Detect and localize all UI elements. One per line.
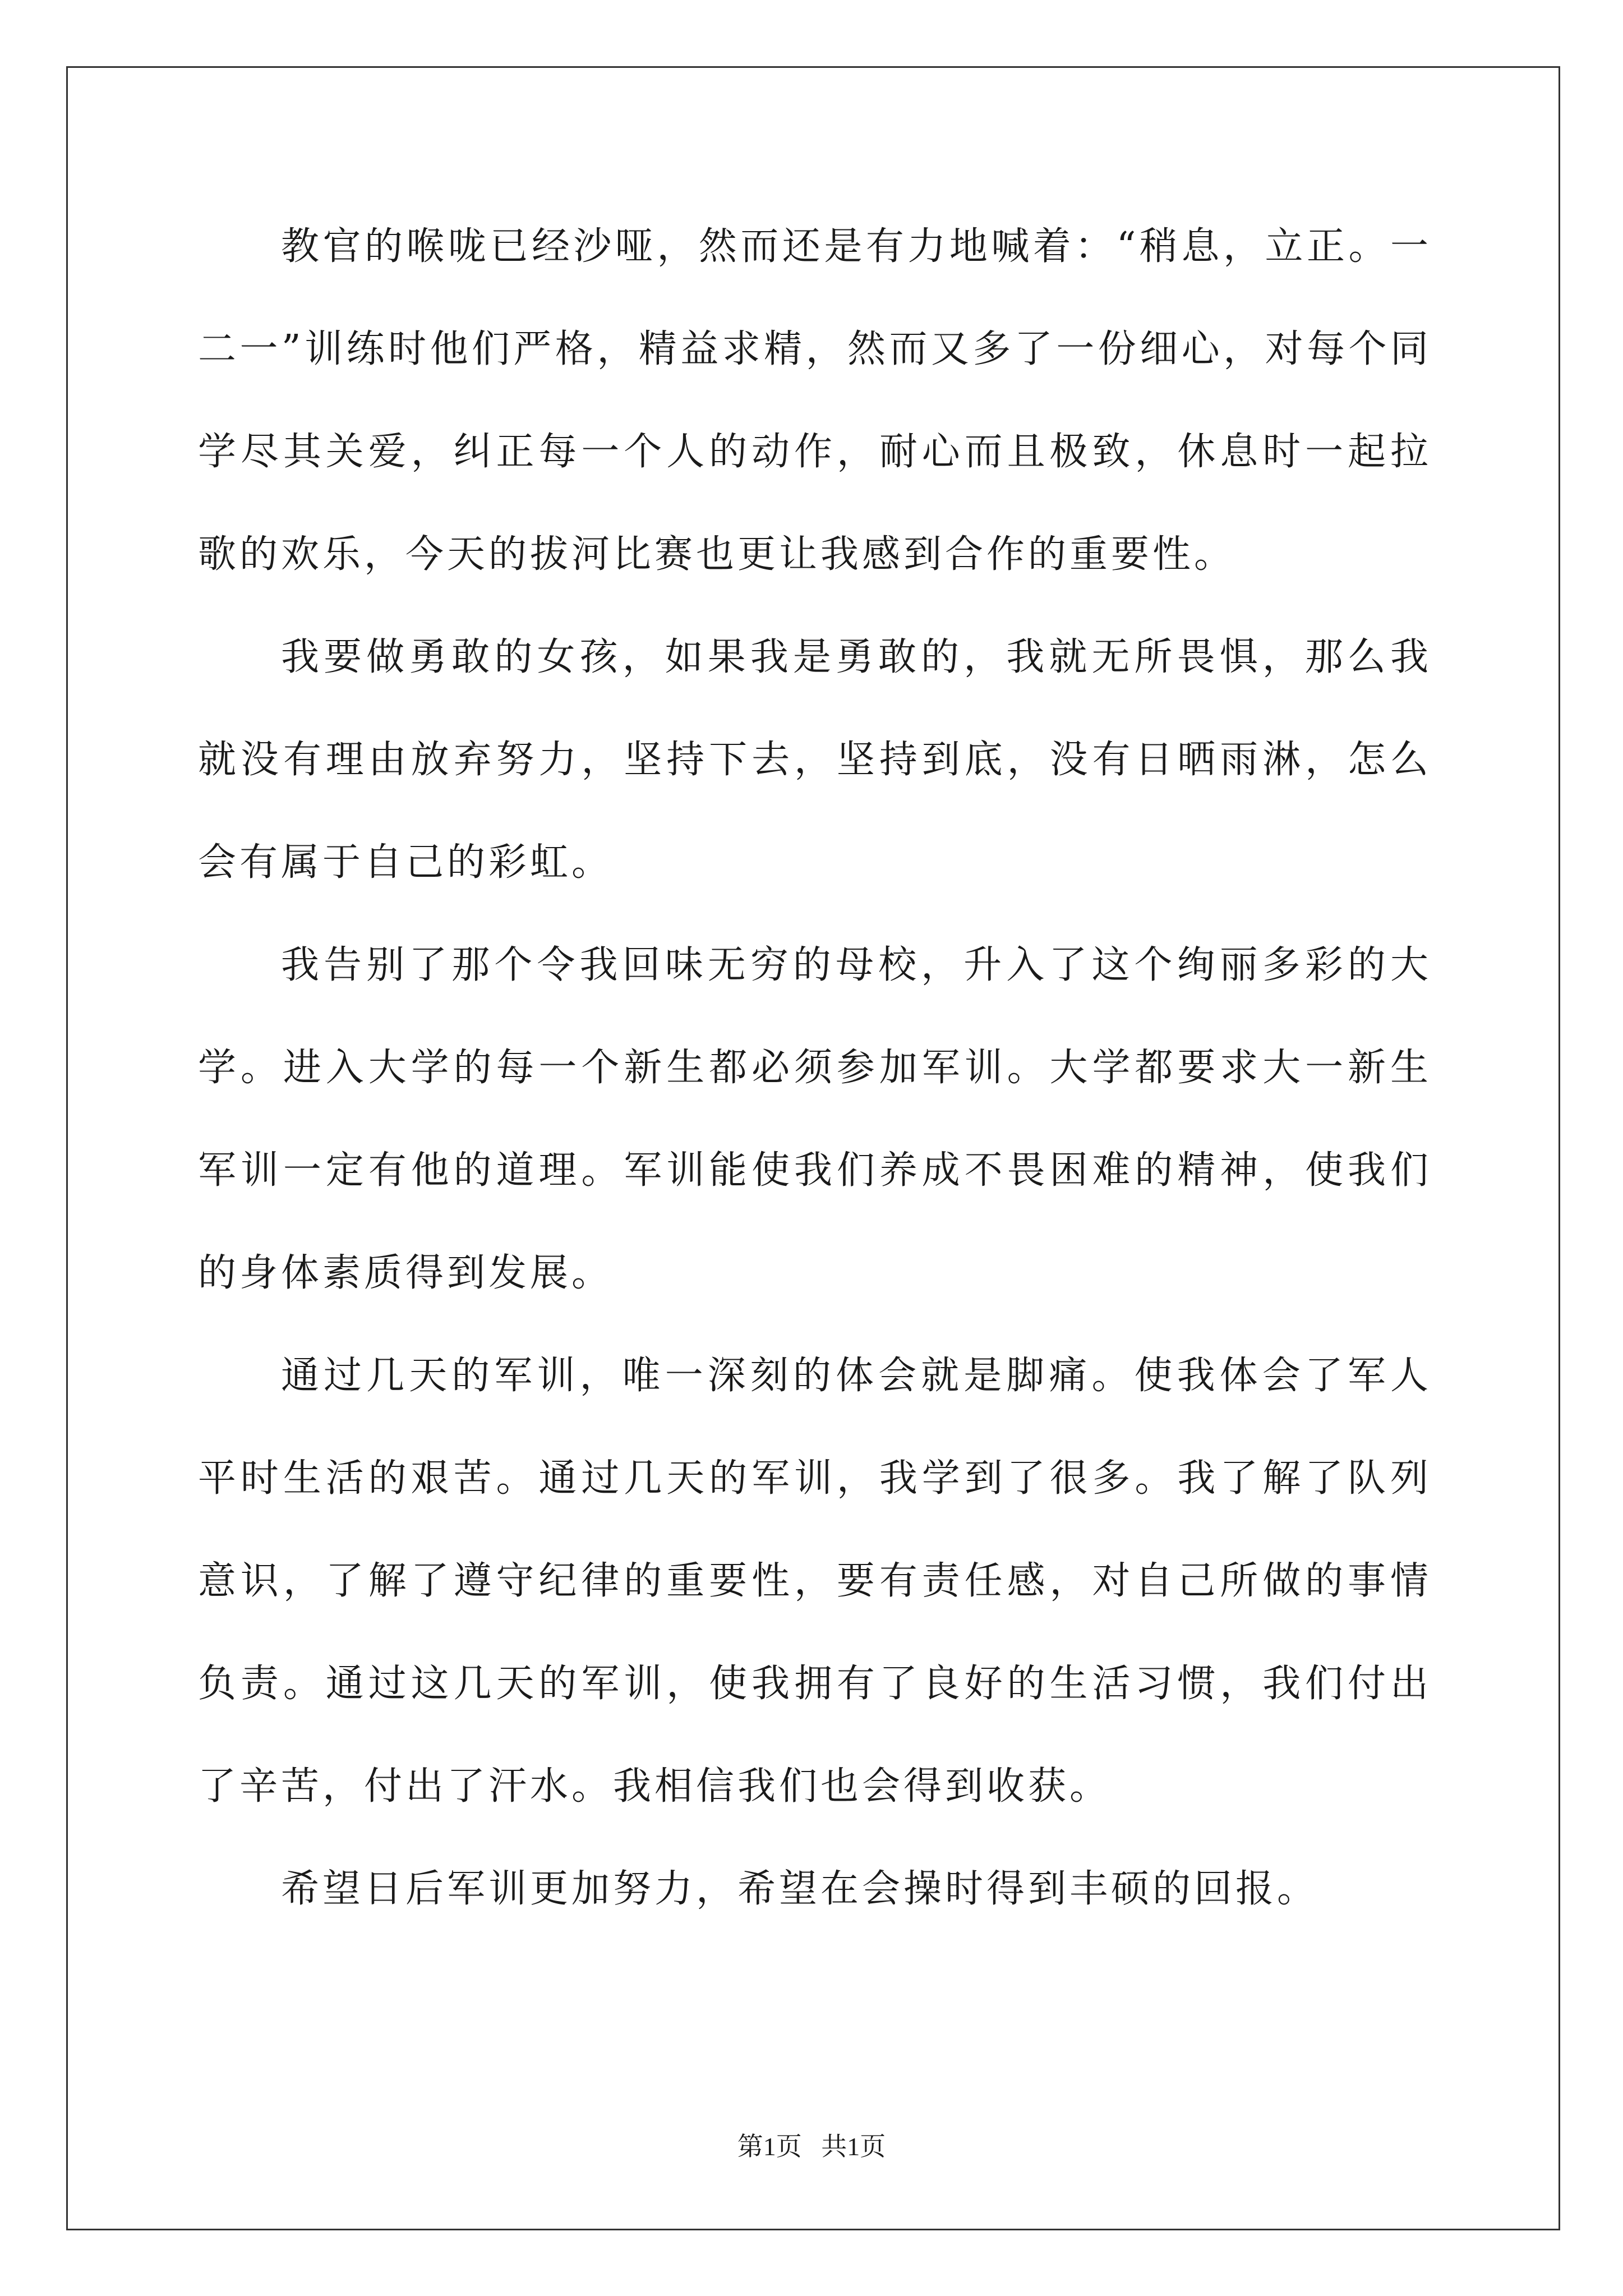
paragraph-5: 希望日后军训更加努力，希望在会操时得到丰硕的回报。 [281,1867,1319,1911]
paragraph-3: 我告别了那个令我回味无穷的母校，升入了这个绚丽多彩的大学。进入大学的每一个新生都必须参加军训。大学都要求大一新生军训一定有他的道理。军训能使我们养成不畏困难的精神，使我们的身体素质得到发展。 [198,943,1432,1295]
page-footer: 第1页 共1页 [737,2132,886,2161]
document-body [198,195,1432,1940]
paragraph-4: 通过几天的军训，唯一深刻的体会就是脚痛。使我体会了军人平时生活的艰苦。通过几天的军训，我学到了很多。我了解了队列意识，了解了遵守纪律的重要性，要有责任感，对自己所做的事情负责。通过这几天的军训，使我拥有了良好的生活习惯，我们付出了辛苦，付出了汗水。我相信我们也会得到收获。 [198,1354,1432,1809]
paragraph-2: 我要做勇敢的女孩，如果我是勇敢的，我就无所畏惧，那么我就没有理由放弃努力，坚持下去，坚持到底，没有日晒雨淋，怎么会有属于自己的彩虹。 [198,635,1432,885]
paragraph-1: 教官的喉咙已经沙哑，然而还是有力地喊着：“稍息，立正。一二一”训练时他们严格，精益求精，然而又多了一份细心，对每个同学尽其关爱，纠正每一个人的动作，耐心而且极致，休息时一起拉歌的欢乐，今天的拔河比赛也更让我感到合作的重要性。 [198,224,1432,577]
